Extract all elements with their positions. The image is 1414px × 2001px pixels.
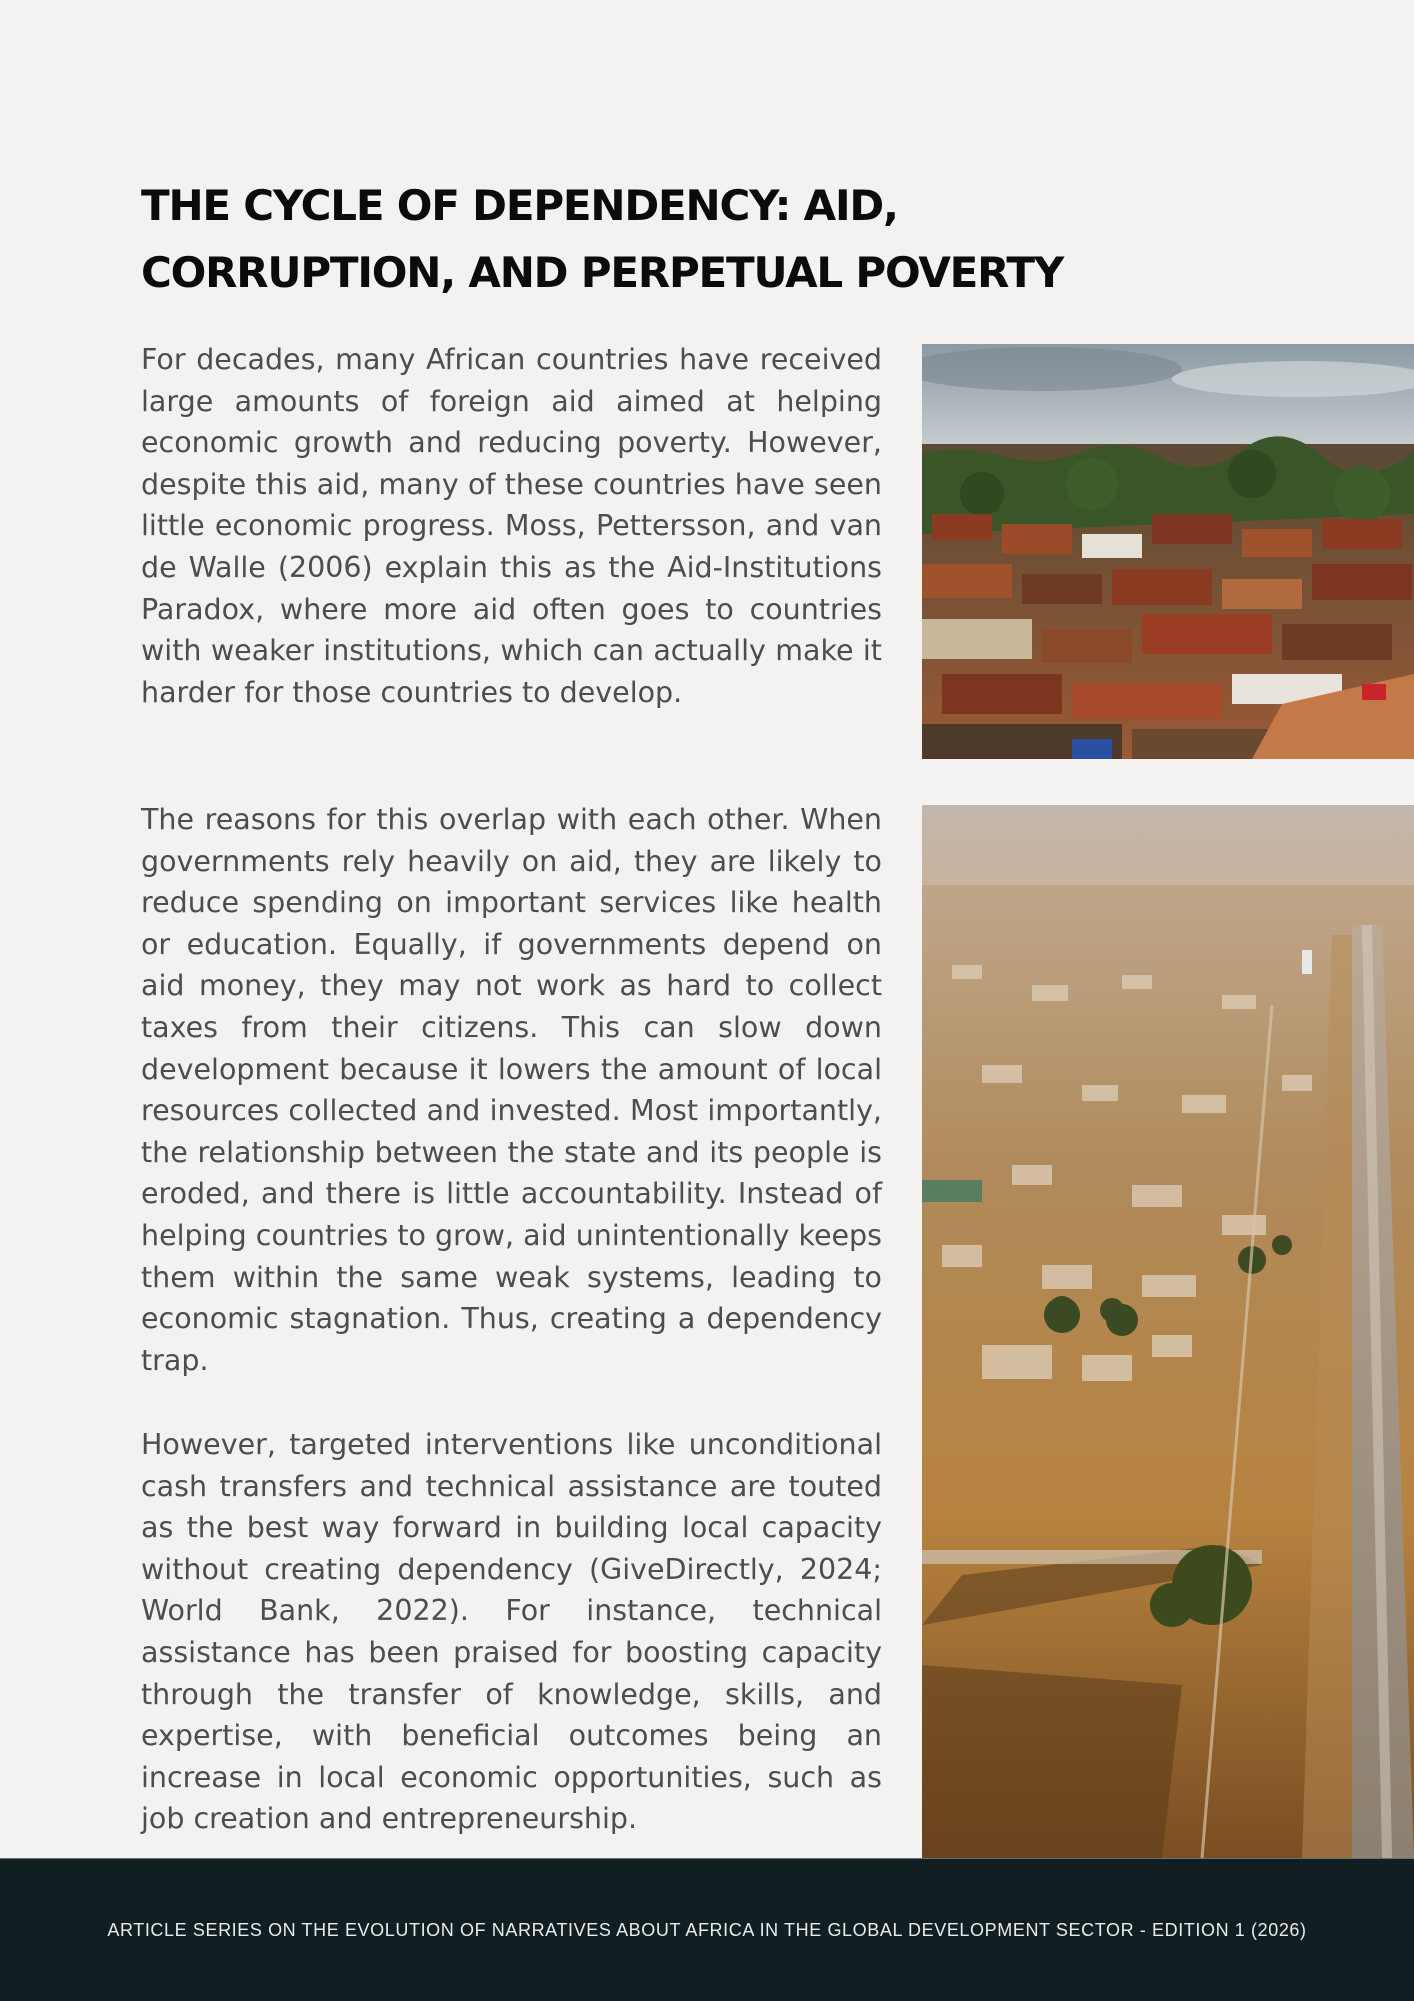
aerial-town-photo [922,344,1414,759]
article-paragraph-2: The reasons for this overlap with each other. When governments rely heavily on aid, they are likely to reduce spending on important services like health or education. Equally, if governments depend on aid money, they may not work as hard to collect taxes from their citizens. This can slow down development because it lowers the amount of local resources collected and invested. Most importantly, the relationship between the state and its people is eroded, and there is little accountability. Instead of helping countries to grow, aid unintentionally keeps them within the same weak systems, leading to economic stagnation. Thus, creating a dependency trap. [141,803,882,1377]
aerial-village-road-photo [922,805,1414,1858]
article-paragraph-3: However, targeted interventions like unconditional cash transfers and technical assistance are touted as the best way forward in building local capacity without creating dependency (GiveDirectly, 2024; World Bank, 2022). For instance, technical assistance has been praised for boosting capacity through the transfer of knowledge, skills, and expertise, with beneficial outcomes being an increase in local economic opportunities, such as job creation and entrepreneurship. [141,1428,882,1836]
article-title: THE CYCLE OF DEPENDENCY: AID, CORRUPTION, AND PERPETUAL POVERTY [141,181,1064,297]
footer-series-label: ARTICLE SERIES ON THE EVOLUTION OF NARRATIVES ABOUT AFRICA IN THE GLOBAL DEVELOPMENT SECTOR - EDITION 1 (2026) [107,1919,1307,1940]
footer-bar [0,1858,1414,2001]
article-paragraph-1: For decades, many African countries have received large amounts of foreign aid aimed at helping economic growth and reducing poverty. However, despite this aid, many of these countries have seen little economic progress. Moss, Pettersson, and van de Walle (2006) explain this as the Aid-Institutions Paradox, where more aid often goes to countries with weaker institutions, which can actually make it harder for those countries to develop. [141,343,882,709]
